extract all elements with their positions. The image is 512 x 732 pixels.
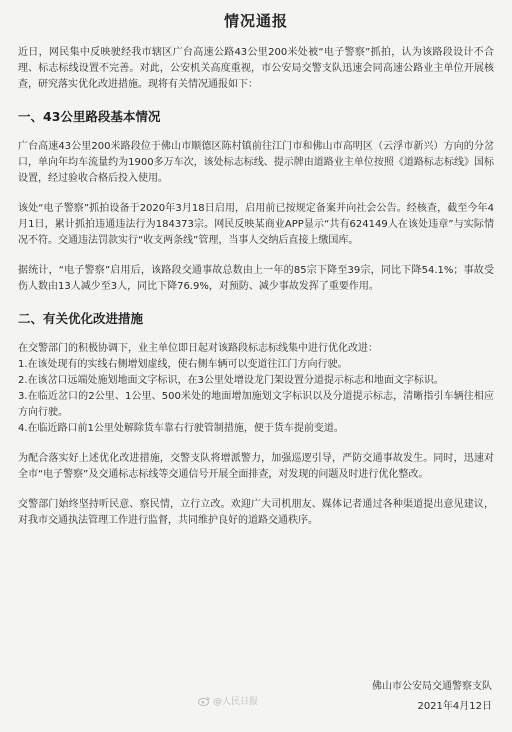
signature-block — [372, 677, 492, 717]
measures-lead: 在交警部门的积极协调下，业主单位即日起对该路段标志标线集中进行优化改进： — [18, 343, 378, 354]
section1-paragraph-3: 据统计，“电子警察”启用后，该路段交通事故总数由上一年的85宗下降至39宗，同比下降54.1%；事故受伤人数由13人减少至3人，同比下降76.9%，对预防、减少事故发挥了重要作用。 — [18, 265, 494, 292]
measure-item-2: 2.在该岔口远端处施划地面文字标识，在3公里处增设龙门架设置分道提示标志和地面文字标识。 — [18, 375, 444, 386]
section1-paragraph-1: 广台高速43公里200米路段位于佛山市顺德区陈村镇前往江门市和佛山市高明区（云浮市新兴）方向的分岔口，单向年均车流量约为1900多万车次，该处标志标线、提示牌由道路业主单位按照《道路标志标线》国标设置，经过验收合格后投入使用。 — [18, 141, 494, 184]
section2-paragraph-3: 交警部门始终坚持听民意、察民情，立行立改。欢迎广大司机朋友、媒体记者通过各种渠道提出意见建议，对我市交通执法管理工作进行监督，共同维护良好的道路交通秩序。 — [18, 499, 494, 526]
signature-org: 佛山市公安局交通警察支队 — [372, 681, 492, 692]
measures-list — [18, 341, 494, 437]
signature-date: 2021年4月12日 — [417, 701, 492, 712]
measure-item-4: 4.在临近路口前1公里处解除货车靠右行驶管制措施，便于货车提前变道。 — [18, 423, 344, 434]
weibo-icon — [198, 696, 210, 706]
document-title: 情况通报 — [223, 12, 288, 30]
section1-heading: 一、43公里路段基本情况 — [18, 109, 161, 124]
measure-item-1: 1.在该处现有的实线右侧增划虚线，使右侧车辆可以变道往江门方向行驶。 — [18, 359, 348, 370]
section1-paragraph-2: 该处“电子警察”抓拍设备于2020年3月18日启用，启用前已按规定备案并向社会公告。经核查，截至今年4月1日，累计抓拍违通违法行为184373宗。网民反映某商业APP显示“共有624149人在该处违章”与实际情况不符。交通违法罚款实行“收支两条线”管理，当事人交纳后直接上缴国库。 — [18, 203, 494, 246]
watermark-text: @人民日报 — [213, 697, 259, 707]
section2-heading: 二、有关优化改进措施 — [18, 311, 144, 326]
intro-paragraph: 近日，网民集中反映驶经我市辖区广台高速公路43公里200米处被“电子警察”抓拍，认为该路段设计不合理、标志标线设置不完善。对此，公安机关高度重视，市公安局交警支队迅速会同高速公路业主单位开展核查，研究落实优化改进措施。现将有关情况通报如下： — [18, 47, 494, 90]
section2-paragraph-2: 为配合落实好上述优化改进措施，交警支队将增派警力，加强巡逻引导，严防交通事故发生。同时，迅速对全市“电子警察”及交通标志标线等交通信号开展全面排查，对发现的问题及时进行优化整改。 — [18, 453, 494, 480]
measure-item-3: 3.在临近岔口的2公里、1公里、500米处的地面增加施划文字标识以及分道提示标志，清晰指引车辆往相应方向行驶。 — [18, 391, 494, 418]
watermark — [198, 694, 258, 707]
